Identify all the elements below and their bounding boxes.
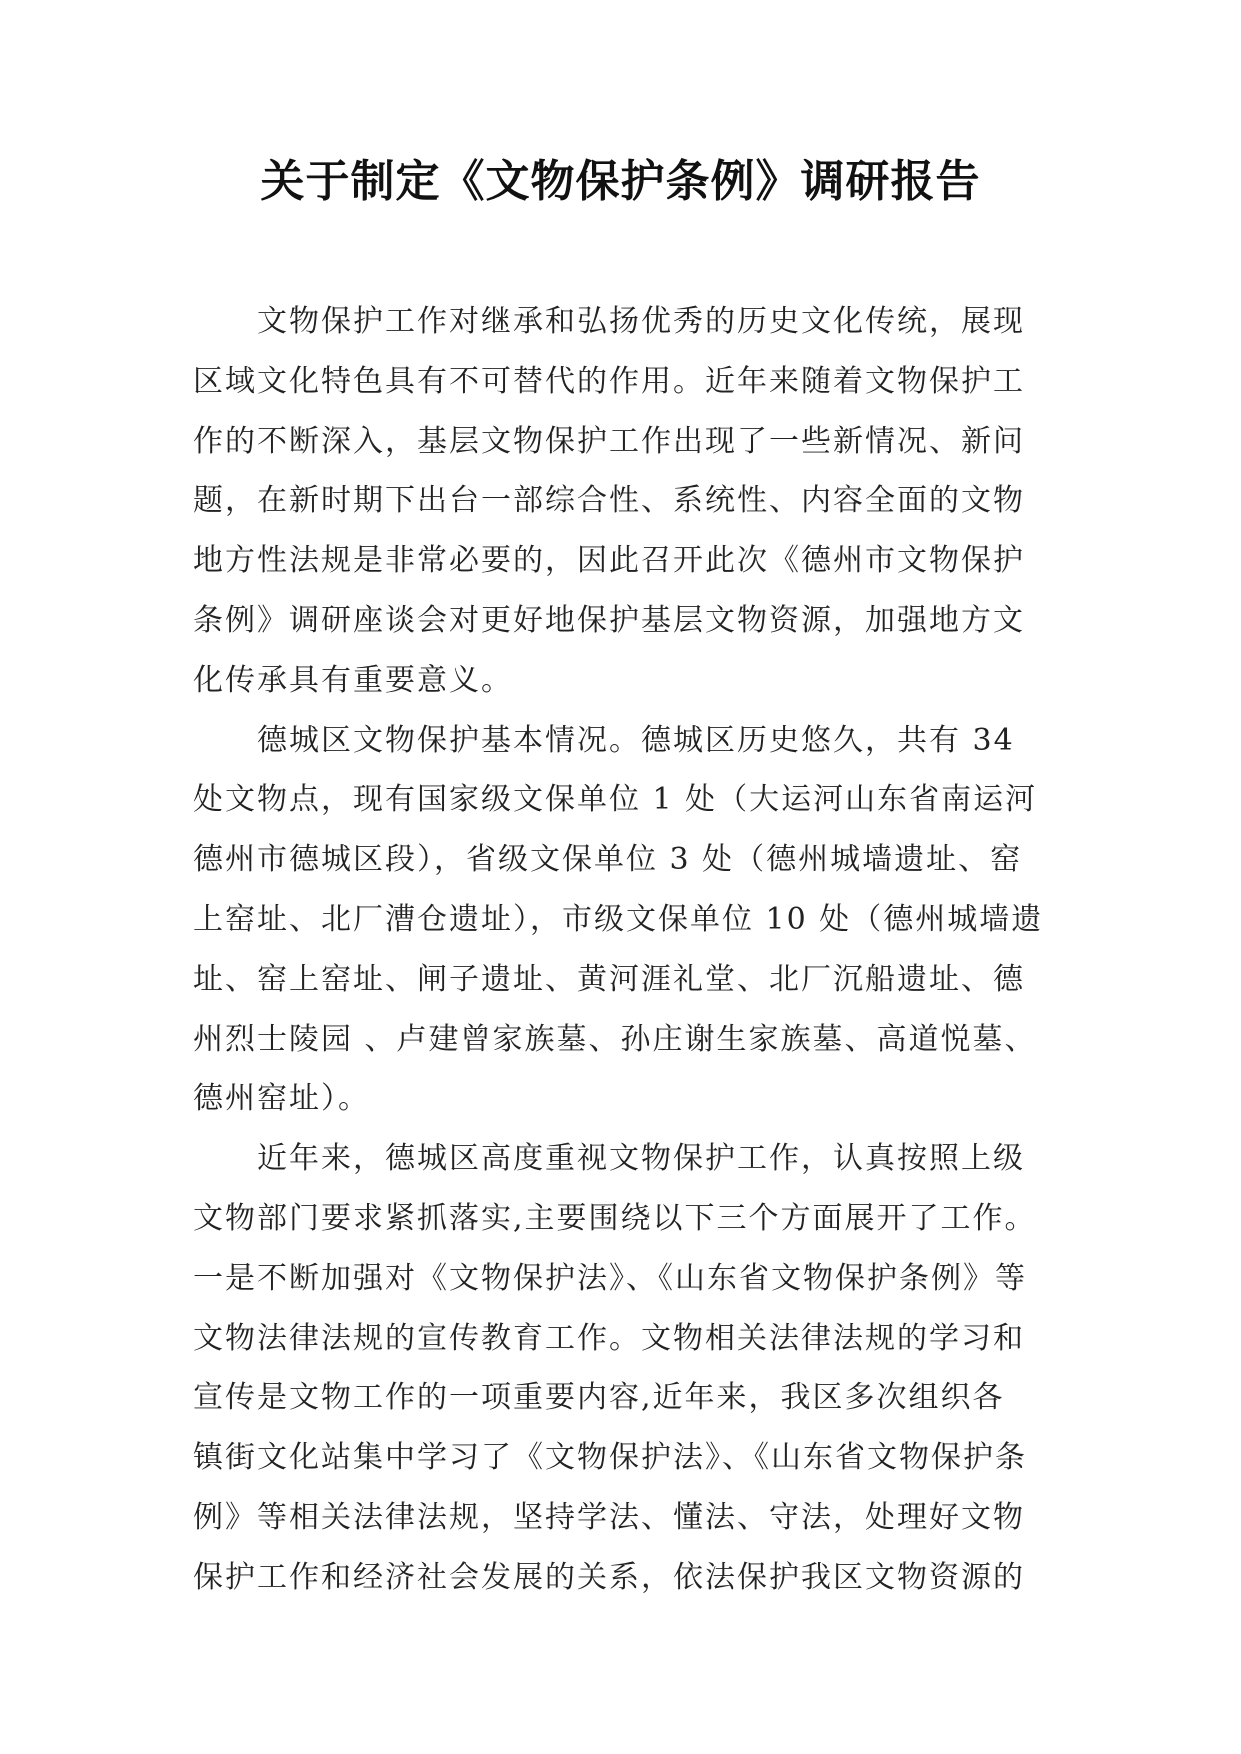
body-line: 作的不断深入，基层文物保护工作出现了一些新情况、新问 (193, 423, 1025, 459)
body-line: 区域文化特色具有不可替代的作用。近年来随着文物保护工 (193, 363, 1025, 399)
body-line: 条例》调研座谈会对更好地保护基层文物资源，加强地方文 (193, 602, 1025, 638)
body-line: 近年来，德城区高度重视文物保护工作，认真按照上级 (257, 1141, 1025, 1177)
body-line: 镇街文化站集中学习了《文物保护法》、《山东省文物保护条 (193, 1440, 1027, 1476)
body-line: 处文物点，现有国家级文保单位 1 处（大运河山东省南运河 (193, 782, 1038, 818)
body-line: 宣传是文物工作的一项重要内容,近年来，我区多次组织各 (193, 1380, 1005, 1416)
body-line: 德城区文物保护基本情况。德城区历史悠久，共有 34 (257, 722, 1015, 758)
body-line: 德州窑址）。 (193, 1081, 370, 1117)
body-line: 化传承具有重要意义。 (193, 662, 513, 698)
body-line: 文物保护工作对继承和弘扬优秀的历史文化传统，展现 (257, 304, 1025, 339)
body-line: 一是不断加强对《文物保护法》、《山东省文物保护条例》等 (193, 1260, 1027, 1296)
body-line: 上窑址、北厂漕仓遗址），市级文保单位 10 处（德州城墙遗 (193, 901, 1044, 937)
body-line: 文物法律法规的宣传教育工作。文物相关法律法规的学习和 (193, 1320, 1025, 1356)
body-line: 例》等相关法律法规，坚持学法、懂法、守法，处理好文物 (193, 1499, 1025, 1535)
body-line: 德州市德城区段），省级文保单位 3 处（德州城墙遗址、窑 (193, 842, 1023, 878)
body-line: 州烈士陵园 、卢建曾家族墓、孙庄谢生家族墓、高道悦墓、 (193, 1021, 1037, 1057)
body-line: 地方性法规是非常必要的，因此召开此次《德州市文物保护 (193, 543, 1025, 579)
body-line: 题，在新时期下出台一部综合性、系统性、内容全面的文物 (193, 483, 1025, 519)
document-title: 关于制定《文物保护条例》调研报告 (260, 156, 981, 207)
document-body (193, 292, 1063, 1608)
body-line: 文物部门要求紧抓落实,主要围绕以下三个方面展开了工作。 (193, 1200, 1037, 1236)
body-line: 址、窑上窑址、闸子遗址、黄河涯礼堂、北厂沉船遗址、德 (193, 961, 1025, 997)
body-line: 保护工作和经济社会发展的关系，依法保护我区文物资源的 (193, 1559, 1025, 1595)
